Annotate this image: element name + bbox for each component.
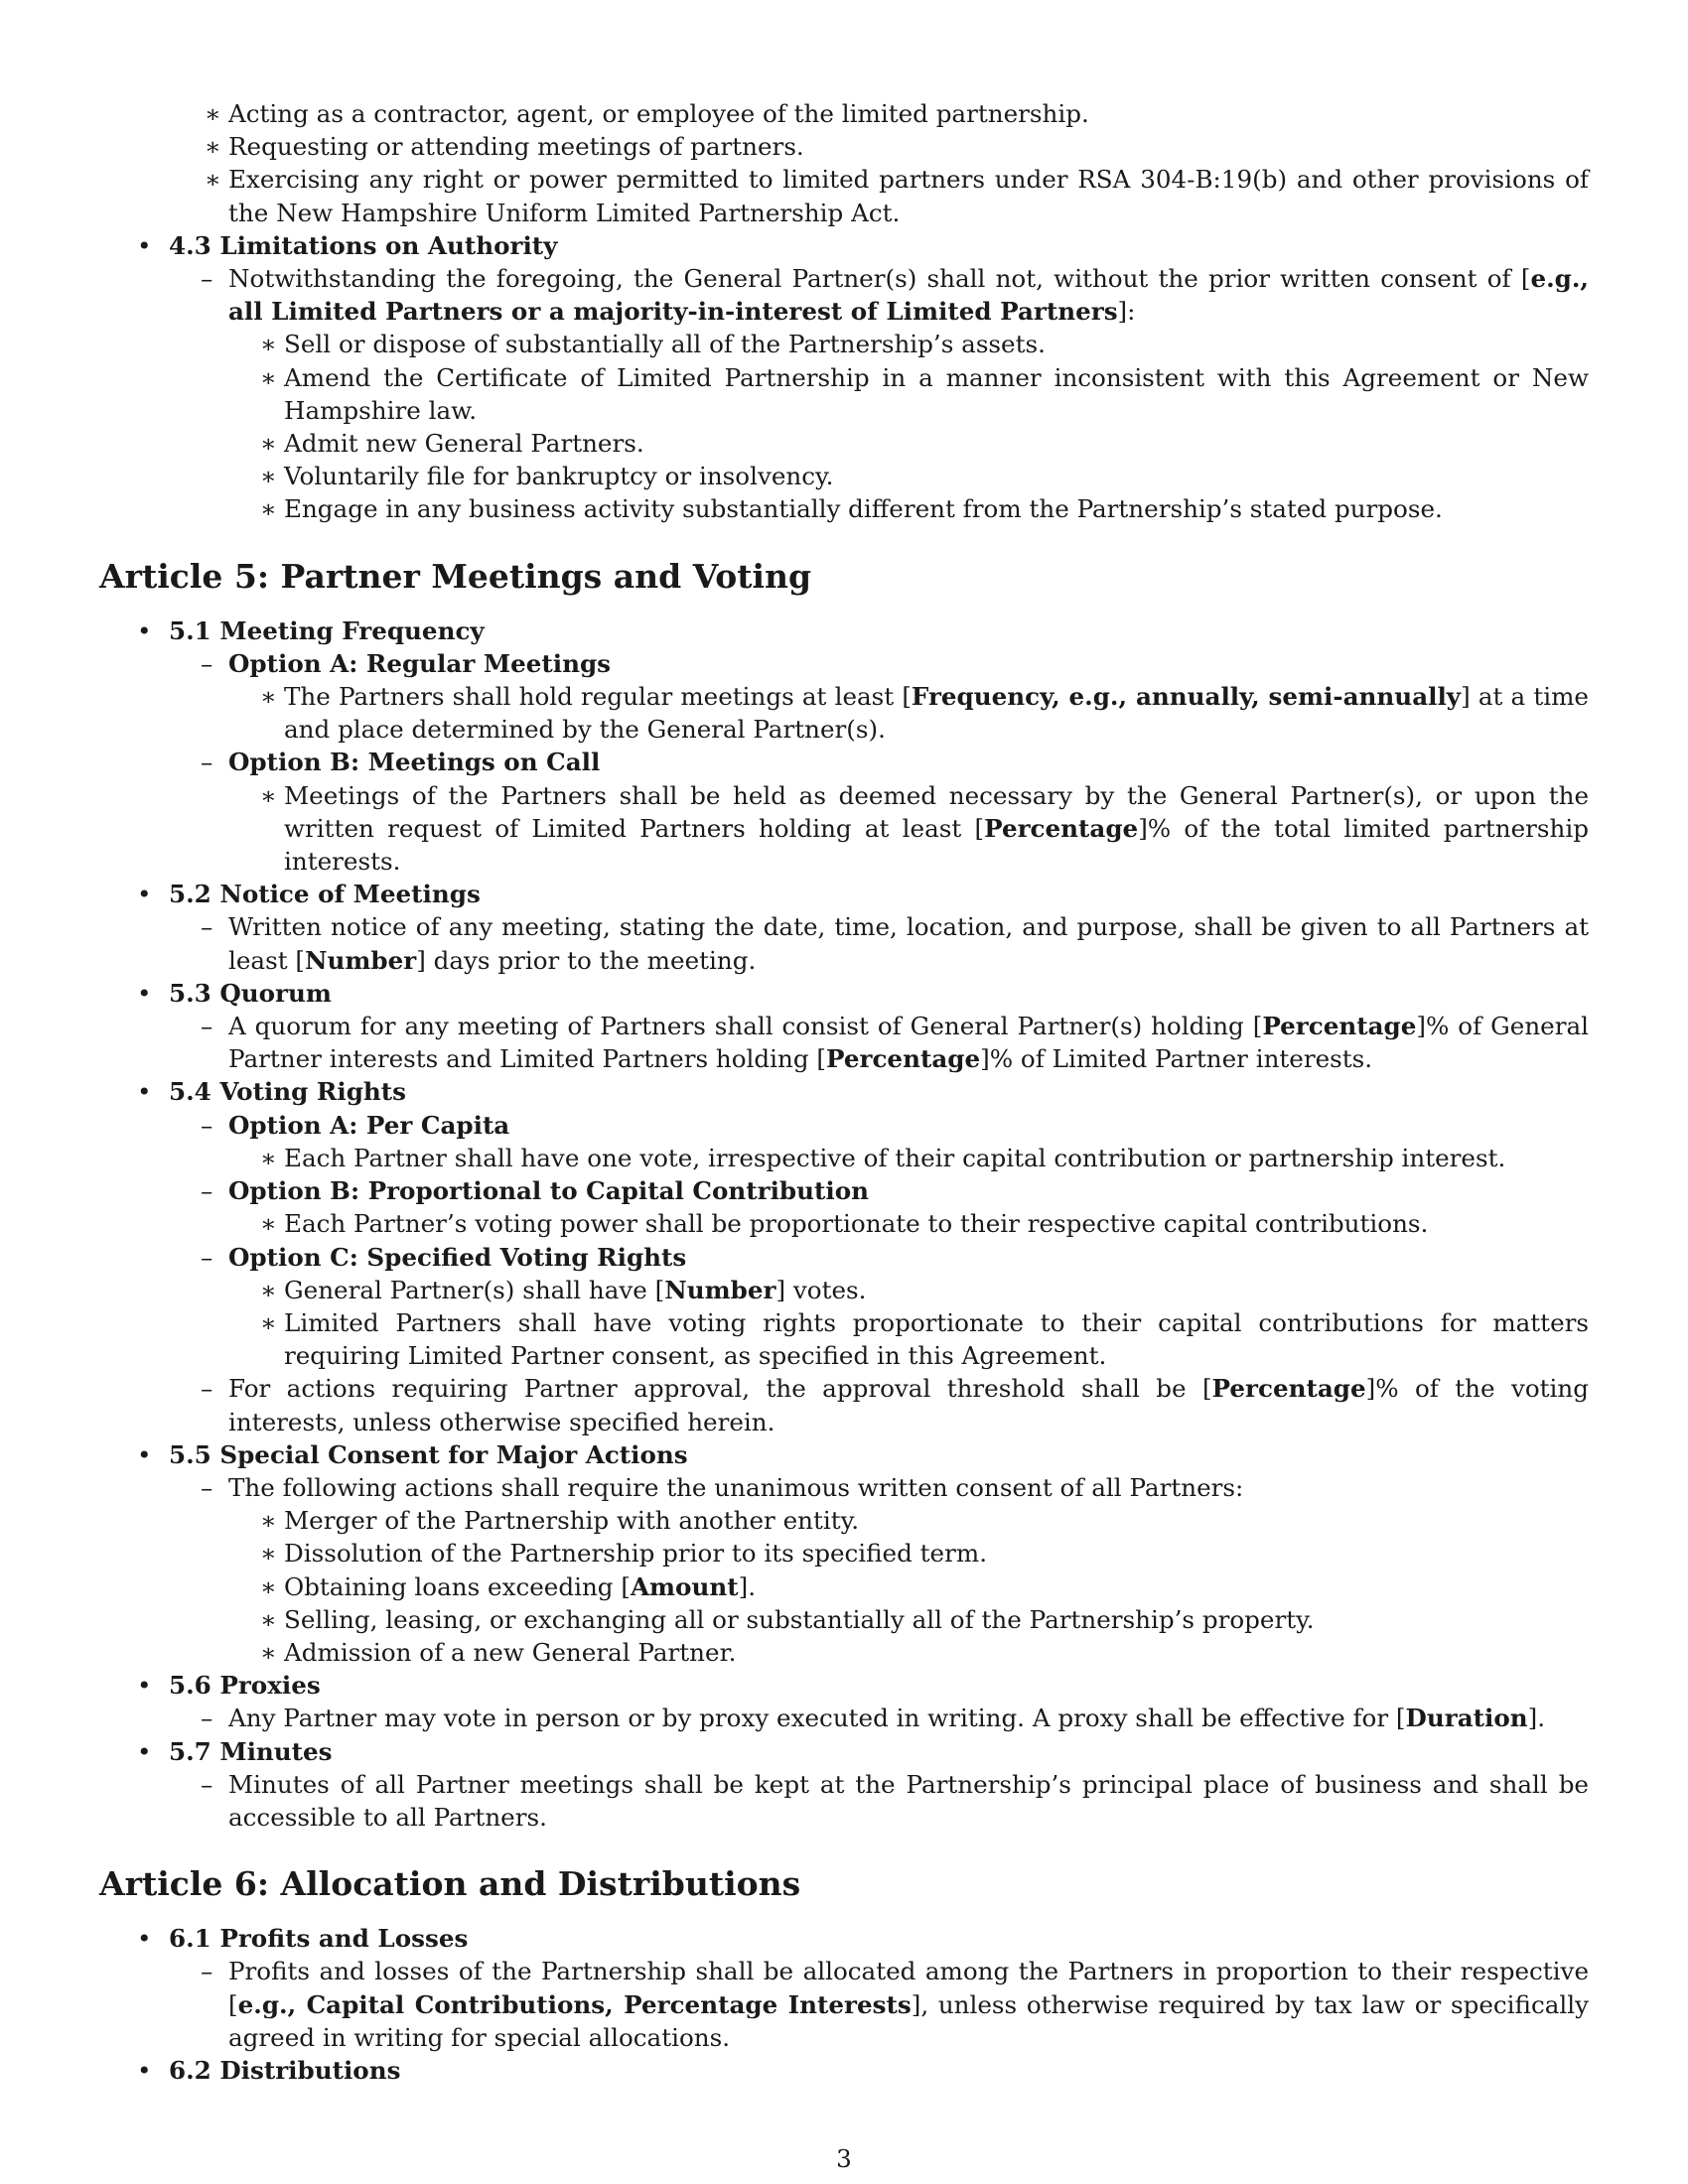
list-item: ∗ Admit new General Partners. [228, 427, 1589, 460]
section-heading: 4.3 Limitations on Authority [169, 230, 558, 260]
list-item: ∗ Exercising any right or power permitted to limited partners under RSA 304-B:19(b) and other provisions of the New Hampshire Uniform Limited Partnership Act. [173, 163, 1589, 228]
article-5-list [99, 614, 1589, 1835]
article-6-title: Article 6: Allocation and Distributions [99, 1864, 801, 1904]
list-item: – Notwithstanding the foregoing, the General Partner(s) shall not, without the prior written consent of [e.g., all Limited Partners or a majority-in-interest of Limited Partners]: ∗ Sell or dispose of substantially all of the Partnership’s assets. ∗ Amend the Certificate of Limited Partnership in a manner inconsistent with this Agreement or New Hampshire law. ∗ Admit new General Partners. ∗ Voluntarily file for bankruptcy or insolvency. ∗ Engage in any business activity substantially different from the Partnership’s stated purpose. [169, 262, 1589, 526]
carryover-wrapper [99, 97, 1589, 229]
list-item: ∗ Voluntarily file for bankruptcy or insolvency. [228, 460, 1589, 492]
section-5-5: • 5.5 Special Consent for Major Actions – The following actions shall require the unanimous written consent of all Partners: ∗ Merger of the Partnership with another entity. ∗ Dissolution of the Partnership prior to its specified term. ∗ Obtaining loans exceeding [Amount]. ∗ Selling, leasing, or exchanging all or substantially all of the Partnership’s property. ∗ Admission of a new General Partner. [99, 1438, 1589, 1669]
list-item: – Profits and losses of the Partnership shall be allocated among the Partners in proportion to their respective [e.g., Capital Contributions, Percentage Interests], unless otherwise required by tax law or specifically agreed in writing for special allocations. [169, 1955, 1589, 2054]
list-item: ∗ The Partners shall hold regular meetings at least [Frequency, e.g., annually, semi-annually] at a time and place determined by the General Partner(s). [228, 680, 1589, 746]
section-5-2: • 5.2 Notice of Meetings – Written notice of any meeting, stating the date, time, location, and purpose, shall be given to all Partners at least [Number] days prior to the meeting. [99, 878, 1589, 977]
list-item: – Option B: Proportional to Capital Contribution ∗ Each Partner’s voting power shall be proportionate to their respective capital contributions. [169, 1174, 1589, 1240]
list-item: ∗ General Partner(s) shall have [Number] votes. [228, 1274, 1589, 1306]
section-5-7: • 5.7 Minutes – Minutes of all Partner meetings shall be kept at the Partnership’s principal place of business and shall be accessible to all Partners. [99, 1735, 1589, 1835]
list-item: ∗ Merger of the Partnership with another entity. [228, 1504, 1589, 1537]
section-5-1: • 5.1 Meeting Frequency – Option A: Regular Meetings ∗ The Partners shall hold regular meetings at least [Frequency, e.g., annually, semi-annually] at a time and place determined by the General Partner(s). – Option B: Meetings on Call ∗ Meetings of the Partners shall be held as deemed necessary by the General Partner(s), or upon the written request of Limited Partners holding at least [Percentage]% of the total limited partnership interests. [99, 614, 1589, 879]
list-item: – Option B: Meetings on Call ∗ Meetings of the Partners shall be held as deemed necessary by the General Partner(s), or upon the written request of Limited Partners holding at least [Percentage]% of the total limited partnership interests. [169, 746, 1589, 878]
list-item: – Minutes of all Partner meetings shall be kept at the Partnership’s principal place of business and shall be accessible to all Partners. [169, 1768, 1589, 1834]
list-item: ∗ Selling, leasing, or exchanging all or substantially all of the Partnership’s property. [228, 1603, 1589, 1636]
list-item: ∗ Engage in any business activity substantially different from the Partnership’s stated purpose. [228, 492, 1589, 525]
section-6-1: • 6.1 Profits and Losses – Profits and losses of the Partnership shall be allocated among the Partners in proportion to their respective [e.g., Capital Contributions, Percentage Interests], unless otherwise required by tax law or specifically agreed in writing for special allocations. [99, 1922, 1589, 2054]
carryover-block [99, 97, 1589, 229]
list-item: – Written notice of any meeting, stating the date, time, location, and purpose, shall be given to all Partners at least [Number] days prior to the meeting. [169, 910, 1589, 976]
list-item: ∗ Acting as a contractor, agent, or employee of the limited partnership. [173, 97, 1589, 130]
section-5-4: • 5.4 Voting Rights – Option A: Per Capita ∗ Each Partner shall have one vote, irrespective of their capital contribution or partnership interest. – Option B: Proportional to Capital Contribution ∗ Each Partner’s voting power shall be proportionate to their respective capital contributions. – Option C: Specified Voting Rights ∗ General Partner(s) shall have [Number] votes. ∗ Limited Partners shall have voting rights proportionate to their capital contributions for matters requiring Limited Partner consent, as specified in this Agreement. – For actions requiring Partner approval, the approval threshold shall be [Percentage]% of the voting interests, unless otherwise specified herein. [99, 1075, 1589, 1437]
document-page [99, 97, 1589, 2087]
list-item: – Option A: Regular Meetings ∗ The Partners shall hold regular meetings at least [Frequency, e.g., annually, semi-annually] at a time and place determined by the General Partner(s). [169, 647, 1589, 747]
list-item: ∗ Dissolution of the Partnership prior to its specified term. [228, 1537, 1589, 1570]
list-item: ∗ Amend the Certificate of Limited Partnership in a manner inconsistent with this Agreement or New Hampshire law. [228, 361, 1589, 427]
list-item: – The following actions shall require the unanimous written consent of all Partners: ∗ Merger of the Partnership with another entity. ∗ Dissolution of the Partnership prior to its specified term. ∗ Obtaining loans exceeding [Amount]. ∗ Selling, leasing, or exchanging all or substantially all of the Partnership’s property. ∗ Admission of a new General Partner. [169, 1471, 1589, 1669]
list-item: ∗ Requesting or attending meetings of partners. [173, 130, 1589, 163]
section-5-3: • 5.3 Quorum – A quorum for any meeting of Partners shall consist of General Partner(s) holding [Percentage]% of General Partner interests and Limited Partners holding [Percentage]% of Limited Partner interests. [99, 977, 1589, 1076]
page-number: 3 [836, 2144, 852, 2173]
list-item: ∗ Limited Partners shall have voting rights proportionate to their capital contributions for matters requiring Limited Partner consent, as specified in this Agreement. [228, 1306, 1589, 1372]
list-item: ∗ Meetings of the Partners shall be held as deemed necessary by the General Partner(s), or upon the written request of Limited Partners holding at least [Percentage]% of the total limited partnership interests. [228, 779, 1589, 879]
list-item: ∗ Each Partner’s voting power shall be proportionate to their respective capital contributions. [228, 1207, 1589, 1240]
list-item: ∗ Sell or dispose of substantially all of the Partnership’s assets. [228, 328, 1589, 360]
section-4-list [99, 97, 1589, 526]
article-6-list [99, 1922, 1589, 2087]
list-item: ∗ Admission of a new General Partner. [228, 1636, 1589, 1669]
section-6-2: • 6.2 Distributions [99, 2054, 1589, 2087]
section-5-6: • 5.6 Proxies – Any Partner may vote in person or by proxy executed in writing. A proxy shall be effective for [Duration]. [99, 1669, 1589, 1734]
list-item: ∗ Obtaining loans exceeding [Amount]. [228, 1570, 1589, 1603]
list-item: – Option C: Specified Voting Rights ∗ General Partner(s) shall have [Number] votes. ∗ Limited Partners shall have voting rights proportionate to their capital contributions for matters requiring Limited Partner consent, as specified in this Agreement. [169, 1241, 1589, 1373]
list-item: ∗ Each Partner shall have one vote, irrespective of their capital contribution or partnership interest. [228, 1142, 1589, 1174]
list-item: – For actions requiring Partner approval, the approval threshold shall be [Percentage]% of the voting interests, unless otherwise specified herein. [169, 1372, 1589, 1437]
list-item: – A quorum for any meeting of Partners shall consist of General Partner(s) holding [Percentage]% of General Partner interests and Limited Partners holding [Percentage]% of Limited Partner interests. [169, 1010, 1589, 1075]
section-4-3 [99, 229, 1589, 526]
list-item: – Option A: Per Capita ∗ Each Partner shall have one vote, irrespective of their capital contribution or partnership interest. [169, 1109, 1589, 1174]
list-item: – Any Partner may vote in person or by proxy executed in writing. A proxy shall be effective for [Duration]. [169, 1702, 1589, 1734]
article-5-title: Article 5: Partner Meetings and Voting [99, 556, 812, 596]
